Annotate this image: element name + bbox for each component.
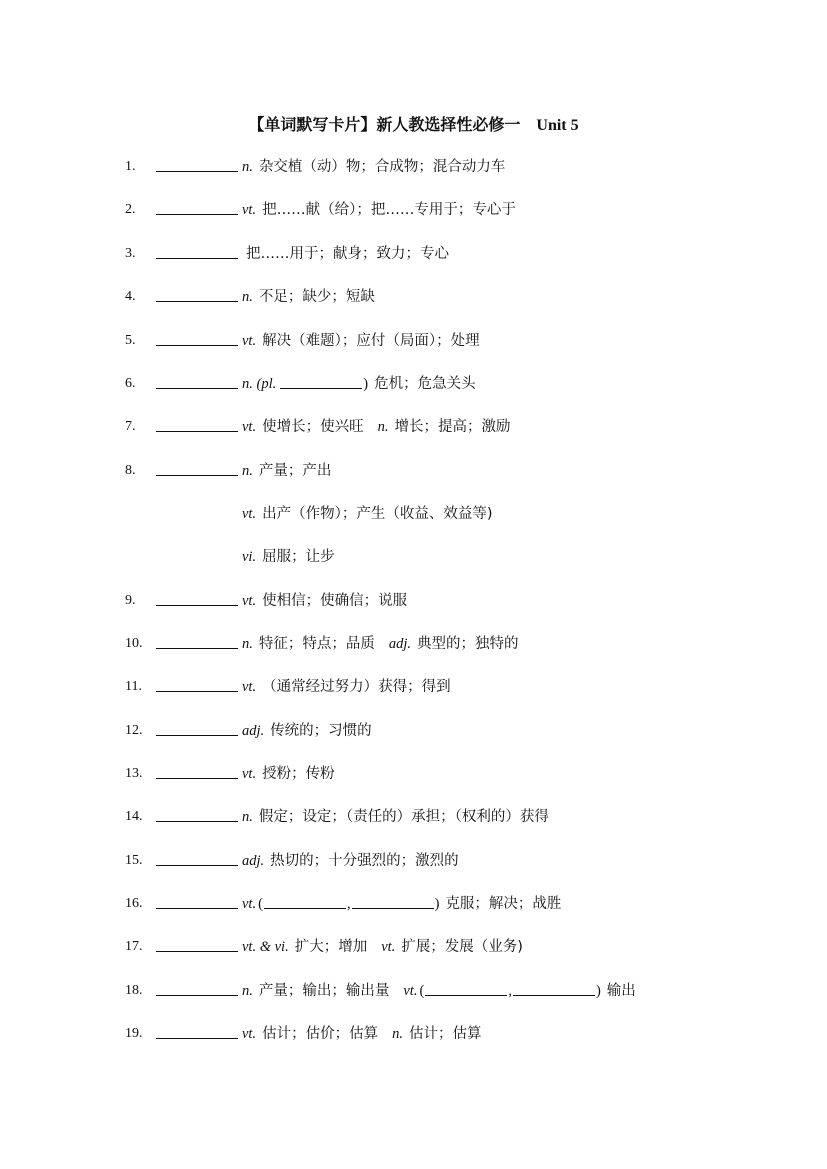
item-number: 4. bbox=[125, 289, 136, 304]
item-definition bbox=[242, 416, 510, 438]
comma: , bbox=[346, 896, 351, 912]
answer-blank[interactable] bbox=[156, 330, 238, 346]
item-number: 12. bbox=[125, 723, 143, 738]
item-definition bbox=[242, 503, 493, 525]
answer-blank[interactable] bbox=[156, 460, 238, 476]
part-of-speech: vt. bbox=[242, 202, 257, 218]
item-definition bbox=[242, 893, 561, 915]
part-of-speech-2: adj. bbox=[388, 636, 412, 652]
meaning-text-2: 输出 bbox=[606, 983, 636, 999]
item-definition bbox=[242, 286, 375, 308]
part-of-speech: vt. bbox=[242, 333, 257, 349]
meaning-text: 使相信；使确信；说服 bbox=[262, 593, 408, 609]
part-of-speech: vt. & vi. bbox=[242, 939, 289, 955]
part-of-speech: vt. bbox=[242, 506, 257, 522]
item-number: 19. bbox=[125, 1026, 143, 1041]
part-of-speech: n. bbox=[242, 983, 253, 999]
part-of-speech: vt. bbox=[242, 766, 257, 782]
answer-blank[interactable] bbox=[156, 633, 238, 649]
item-number: 13. bbox=[125, 766, 143, 781]
item-definition bbox=[242, 373, 476, 395]
answer-blank[interactable] bbox=[156, 156, 238, 172]
meaning-text-2: 扩展；发展（业务) bbox=[401, 939, 523, 955]
answer-blank[interactable] bbox=[156, 806, 238, 822]
meaning-text: 出产（作物）；产生（收益、效益等) bbox=[262, 506, 493, 522]
item-number: 11. bbox=[125, 679, 142, 694]
item-number: 6. bbox=[125, 376, 136, 391]
meaning-text: 屈服；让步 bbox=[262, 549, 335, 565]
open-paren: ( bbox=[258, 896, 263, 912]
meaning-text: 克服；解决；战胜 bbox=[445, 896, 562, 912]
meaning-text: 产量；产出 bbox=[258, 463, 332, 479]
item-definition bbox=[242, 199, 516, 221]
meaning-text: 热切的；十分强烈的；激烈的 bbox=[270, 853, 459, 869]
meaning-text: （通常经过努力）获得；得到 bbox=[262, 679, 451, 695]
item-definition bbox=[242, 936, 523, 958]
item-definition bbox=[246, 243, 449, 265]
meaning-text: 把……用于；献身；致力；专心 bbox=[246, 246, 449, 262]
item-definition bbox=[242, 460, 331, 482]
item-number: 8. bbox=[125, 463, 136, 478]
meaning-text: 不足；缺少；短缺 bbox=[258, 289, 375, 305]
part-of-speech: n. (pl. bbox=[242, 376, 277, 392]
part-of-speech: n. bbox=[242, 289, 253, 305]
close-paren: ) bbox=[595, 983, 601, 999]
meaning-text: 产量；输出；输出量 bbox=[258, 983, 390, 999]
part-of-speech-2: vt. bbox=[381, 939, 396, 955]
page-title bbox=[0, 112, 827, 135]
meaning-text-2: 估计；估算 bbox=[408, 1026, 482, 1042]
part-of-speech: vt. bbox=[242, 896, 257, 912]
meaning-text: 使增长；使兴旺 bbox=[262, 419, 364, 435]
item-definition bbox=[242, 850, 459, 872]
item-definition bbox=[242, 330, 480, 352]
open-paren: ( bbox=[419, 983, 425, 999]
answer-blank[interactable] bbox=[156, 199, 238, 215]
meaning-text-2: 典型的；独特的 bbox=[417, 636, 519, 652]
part-of-speech: n. bbox=[242, 636, 253, 652]
meaning-text: 授粉；传粉 bbox=[262, 766, 335, 782]
part-of-speech: vt. bbox=[242, 679, 257, 695]
meaning-text-2: 增长；提高；激励 bbox=[394, 419, 511, 435]
part-of-speech-2: n. bbox=[392, 1026, 403, 1042]
answer-blank[interactable] bbox=[156, 936, 238, 952]
meaning-text: 特征；特点；品质 bbox=[258, 636, 375, 652]
item-definition bbox=[242, 806, 549, 828]
meaning-text: 假定；设定；（责任的）承担；（权利的）获得 bbox=[258, 809, 549, 825]
phrase-blank-2[interactable] bbox=[513, 980, 595, 996]
meaning-text: 杂交植（动）物；合成物；混合动力车 bbox=[258, 159, 506, 175]
phrase-blank-1[interactable] bbox=[264, 893, 346, 909]
part-of-speech-2: n. bbox=[377, 419, 389, 435]
item-definition bbox=[242, 590, 407, 612]
item-number: 5. bbox=[125, 333, 136, 348]
answer-blank[interactable] bbox=[156, 286, 238, 302]
answer-blank[interactable] bbox=[156, 416, 238, 432]
answer-blank[interactable] bbox=[156, 980, 238, 996]
meaning-text: 传统的；习惯的 bbox=[270, 723, 372, 739]
item-definition bbox=[242, 633, 519, 655]
close-paren: ) bbox=[363, 376, 369, 392]
answer-blank[interactable] bbox=[156, 893, 238, 909]
item-definition bbox=[242, 1023, 481, 1045]
item-number: 1. bbox=[125, 159, 136, 174]
meaning-text: 估计；估价；估算 bbox=[262, 1026, 379, 1042]
answer-blank[interactable] bbox=[156, 676, 238, 692]
item-definition bbox=[242, 763, 335, 785]
item-number: 17. bbox=[125, 939, 143, 954]
answer-blank[interactable] bbox=[156, 590, 238, 606]
part-of-speech: vt. bbox=[242, 419, 257, 435]
item-number: 2. bbox=[125, 202, 136, 217]
unit-label: Unit 5 bbox=[536, 117, 579, 134]
item-definition bbox=[242, 546, 335, 568]
item-number: 16. bbox=[125, 896, 143, 911]
part-of-speech: n. bbox=[242, 809, 253, 825]
answer-blank[interactable] bbox=[156, 243, 238, 259]
answer-blank[interactable] bbox=[156, 763, 238, 779]
item-definition bbox=[242, 676, 451, 698]
part-of-speech: vi. bbox=[242, 549, 257, 565]
phrase-blank-2[interactable] bbox=[352, 893, 434, 909]
item-number: 3. bbox=[125, 246, 136, 261]
answer-blank[interactable] bbox=[156, 373, 238, 389]
item-number: 9. bbox=[125, 593, 136, 608]
part-of-speech: n. bbox=[242, 159, 253, 175]
meaning-text: 解决（难题）；应付（局面）；处理 bbox=[262, 333, 480, 349]
item-definition bbox=[242, 720, 372, 742]
part-of-speech: adj. bbox=[242, 853, 265, 869]
item-definition bbox=[242, 980, 636, 1002]
part-of-speech-2: vt. bbox=[403, 983, 418, 999]
item-number: 10. bbox=[125, 636, 143, 651]
comma: , bbox=[508, 983, 512, 999]
answer-blank[interactable] bbox=[156, 720, 238, 736]
item-number: 7. bbox=[125, 419, 136, 434]
item-number: 18. bbox=[125, 983, 143, 998]
item-definition bbox=[242, 156, 505, 178]
answer-blank[interactable] bbox=[156, 1023, 238, 1039]
close-paren: ) bbox=[434, 896, 440, 912]
title-text: 【单词默写卡片】新人教选择性必修一 bbox=[248, 115, 521, 134]
meaning-text: 危机；危急关头 bbox=[374, 376, 476, 392]
part-of-speech: vt. bbox=[242, 593, 257, 609]
meaning-text: 扩大；增加 bbox=[294, 939, 368, 955]
item-number: 15. bbox=[125, 853, 143, 868]
part-of-speech: n. bbox=[242, 463, 253, 479]
phrase-blank-1[interactable] bbox=[425, 980, 507, 996]
part-of-speech: adj. bbox=[242, 723, 265, 739]
plural-blank[interactable] bbox=[280, 373, 362, 389]
answer-blank[interactable] bbox=[156, 850, 238, 866]
meaning-text: 把……献（给）；把……专用于；专心于 bbox=[262, 202, 516, 218]
part-of-speech: vt. bbox=[242, 1026, 257, 1042]
item-number: 14. bbox=[125, 809, 143, 824]
